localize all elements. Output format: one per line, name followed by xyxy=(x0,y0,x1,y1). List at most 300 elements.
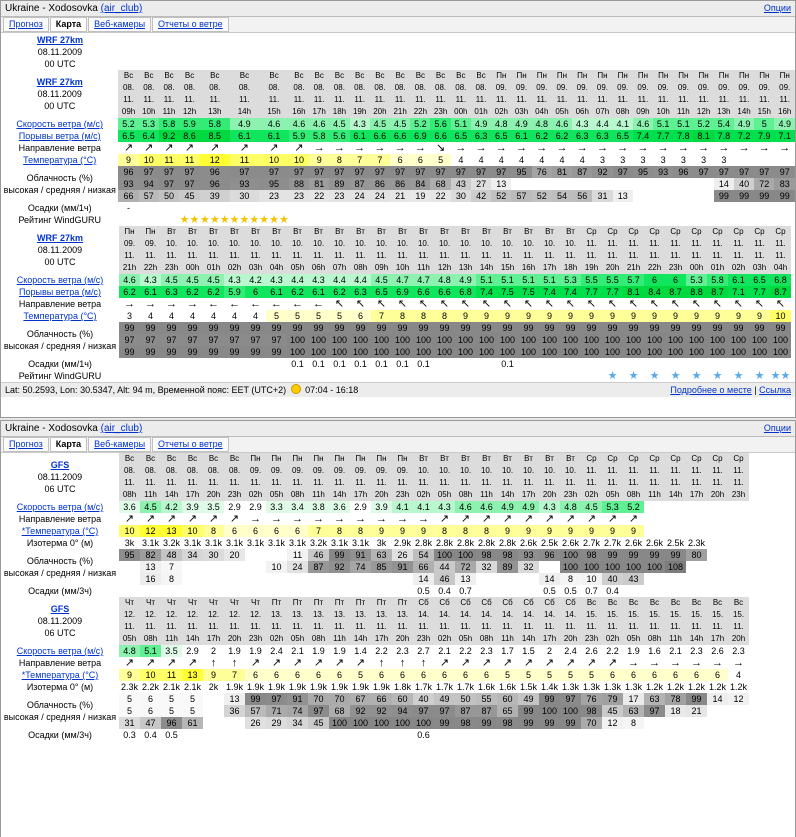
data-cell xyxy=(230,202,260,214)
wind-arrow-icon: ↗ xyxy=(586,657,597,669)
data-cell: 1.9 xyxy=(623,645,644,657)
data-cell: 99 xyxy=(644,549,665,561)
wind-dir-cell xyxy=(770,298,791,310)
data-cell: 81 xyxy=(552,166,572,178)
rating-cell xyxy=(140,370,161,382)
wind-dir-cell xyxy=(623,657,644,669)
data-cell: 5.9 xyxy=(224,286,245,298)
data-cell: 6 xyxy=(329,669,350,681)
wind-arrow-icon: ↖ xyxy=(691,298,702,310)
wind-arrow-icon: → xyxy=(334,513,345,525)
wind-dir-cell xyxy=(511,142,531,154)
data-cell: 11. xyxy=(686,238,707,250)
data-cell xyxy=(224,717,245,729)
wind-arrow-icon: → xyxy=(691,657,702,669)
data-cell: 108 xyxy=(665,561,686,573)
data-cell: Вт xyxy=(560,453,581,465)
data-cell: 1.7k xyxy=(456,682,474,692)
data-cell: 11. xyxy=(770,250,791,262)
data-cell: 99 xyxy=(161,322,182,334)
data-cell: Сб xyxy=(497,597,518,609)
data-cell: 71 xyxy=(266,705,287,717)
data-cell: Вс xyxy=(161,453,182,465)
data-cell: 08h xyxy=(119,489,140,501)
data-cell: 87 xyxy=(572,166,592,178)
data-cell: 10 xyxy=(182,525,203,537)
data-cell: 6 xyxy=(350,310,371,322)
data-cell: 10 xyxy=(140,669,161,681)
data-cell: 4 xyxy=(203,310,224,322)
tab-wind-reports-2[interactable]: Отчеты о ветре xyxy=(152,437,229,452)
rating-star-icon: ★ xyxy=(229,214,240,226)
data-cell xyxy=(392,573,413,585)
data-cell: 09. xyxy=(633,82,653,94)
data-cell: 10. xyxy=(518,238,539,250)
data-cell: 5.8 xyxy=(159,118,179,130)
data-cell: 10. xyxy=(350,238,371,250)
data-cell: Вт xyxy=(329,226,350,238)
rating-star-icon: ★ xyxy=(770,370,781,382)
data-cell: 10. xyxy=(476,465,497,477)
data-cell: 11. xyxy=(182,477,203,489)
data-cell: 100 xyxy=(455,346,476,358)
data-cell: 99 xyxy=(749,322,770,334)
data-cell: Ср xyxy=(581,453,602,465)
data-cell: 05h xyxy=(455,633,476,645)
data-cell: 10. xyxy=(497,238,518,250)
data-cell: 3.1k xyxy=(246,538,264,548)
data-cell: 5.8 xyxy=(200,118,230,130)
data-cell: 23h xyxy=(665,262,686,274)
data-cell: 99 xyxy=(245,346,266,358)
wind-arrow-icon: → xyxy=(354,142,366,154)
data-cell: 100 xyxy=(392,717,413,729)
data-cell: 85 xyxy=(371,561,392,573)
data-cell: 6.6 xyxy=(430,130,450,142)
more-info-link[interactable]: Подробнее о месте xyxy=(670,385,752,395)
model-link-0[interactable]: WRF 27km xyxy=(36,35,83,45)
wind-arrow-icon: ↖ xyxy=(649,298,660,310)
data-cell: 11. xyxy=(370,94,390,106)
data-cell: 7 xyxy=(224,669,245,681)
data-cell: 3.1k xyxy=(267,538,285,548)
data-cell: 5.2 xyxy=(118,118,138,130)
data-cell: 21 xyxy=(390,190,410,202)
data-cell xyxy=(392,729,413,741)
data-cell xyxy=(161,358,182,370)
model-link-2[interactable]: GFS xyxy=(50,460,70,470)
wind-dir-cell xyxy=(390,142,410,154)
data-cell: 99 xyxy=(119,322,140,334)
data-cell: 11. xyxy=(644,477,665,489)
data-cell: 11. xyxy=(266,477,287,489)
wind-arrow-icon: → xyxy=(576,142,588,154)
wind-arrow-icon: → xyxy=(418,513,429,525)
data-cell: 8.1 xyxy=(623,286,644,298)
rating-cell xyxy=(392,370,413,382)
data-cell: 11. xyxy=(644,238,665,250)
wind-arrow-icon: ↗ xyxy=(145,513,156,525)
model-date-0: 08.11.2009 xyxy=(37,47,83,57)
data-cell: 2.8k xyxy=(477,538,495,548)
data-cell xyxy=(370,202,390,214)
rating-cell xyxy=(230,214,260,226)
data-cell: 12 xyxy=(728,693,749,705)
data-cell: 7.7 xyxy=(653,130,673,142)
wind-arrow-icon: → xyxy=(712,657,723,669)
data-cell: 5.1 xyxy=(140,645,161,657)
data-cell: 17h xyxy=(539,262,560,274)
permalink-link[interactable]: Ссылка xyxy=(759,385,791,395)
wind-arrow-icon: ↗ xyxy=(586,513,597,525)
data-cell xyxy=(592,178,612,190)
data-cell: Сб xyxy=(539,597,560,609)
data-cell: 7 xyxy=(308,525,329,537)
data-cell: 10. xyxy=(329,238,350,250)
data-cell: 6.1 xyxy=(259,130,289,142)
data-cell: 76 xyxy=(581,693,602,705)
data-cell: Вс xyxy=(329,70,349,82)
data-cell xyxy=(644,358,665,370)
data-cell: 86 xyxy=(370,178,390,190)
data-cell: 11. xyxy=(581,250,602,262)
data-cell: 100 xyxy=(539,705,560,717)
data-cell: 99 xyxy=(623,322,644,334)
data-cell: 11. xyxy=(665,238,686,250)
data-cell: 96 xyxy=(118,166,138,178)
data-cell: 100 xyxy=(455,334,476,346)
data-cell: 99 xyxy=(287,322,308,334)
data-cell: 6.6 xyxy=(370,130,390,142)
data-cell: Вт xyxy=(245,226,266,238)
data-cell: 11h xyxy=(497,633,518,645)
tab-wind-reports[interactable]: Отчеты о ветре xyxy=(152,17,229,32)
data-cell xyxy=(644,717,665,729)
data-cell: 7.8 xyxy=(673,130,693,142)
data-cell xyxy=(707,358,728,370)
data-cell: 8 xyxy=(476,525,497,537)
data-cell: 97 xyxy=(430,166,450,178)
data-cell: 0.1 xyxy=(312,359,325,369)
data-cell: 08h xyxy=(140,633,161,645)
wind-dir-cell xyxy=(476,657,497,669)
data-cell: 20h xyxy=(224,633,245,645)
model-link-3[interactable]: GFS xyxy=(50,604,70,614)
data-cell: 99 xyxy=(455,322,476,334)
tab-map[interactable]: Карта xyxy=(50,17,87,32)
data-cell: 7.1 xyxy=(774,130,795,142)
data-cell: 10. xyxy=(455,238,476,250)
club-link-2[interactable]: (air_club) xyxy=(100,423,143,434)
wind-arrow-icon: ↗ xyxy=(355,657,366,669)
row-precip-0 xyxy=(1,202,795,214)
data-cell: Вс xyxy=(707,597,728,609)
data-cell: Вт xyxy=(350,226,371,238)
wind-arrow-icon: → xyxy=(145,298,156,310)
data-cell: 12. xyxy=(203,609,224,621)
wind-dir-cell xyxy=(329,298,350,310)
row-gust-0 xyxy=(1,130,795,142)
data-cell xyxy=(471,202,491,214)
rating-cell xyxy=(770,370,791,382)
model-link-0[interactable]: WRF 27km xyxy=(36,77,83,87)
row-cloud-high-3 xyxy=(1,693,749,705)
data-cell: 7 xyxy=(161,561,182,573)
data-cell: 14 xyxy=(539,573,560,585)
rating-cell xyxy=(390,214,410,226)
data-cell xyxy=(644,729,665,741)
data-cell: Ср xyxy=(686,453,707,465)
data-cell: 9 xyxy=(623,525,644,537)
data-cell: 17h xyxy=(518,489,539,501)
data-cell xyxy=(552,178,572,190)
data-cell: 02h xyxy=(224,262,245,274)
data-cell: 97 xyxy=(714,166,734,178)
forecast-window-bottom xyxy=(0,420,796,837)
data-cell: Вс xyxy=(203,453,224,465)
data-cell: Пн xyxy=(592,70,612,82)
label-isotherm: Изотерма 0° (м) xyxy=(1,681,119,693)
data-cell xyxy=(673,190,693,202)
data-cell: 99 xyxy=(224,322,245,334)
tab-forecast-2[interactable]: Прогноз xyxy=(3,437,49,452)
data-cell: 4.6 xyxy=(289,118,309,130)
data-cell xyxy=(686,729,707,741)
wind-arrow-icon: → xyxy=(677,142,689,154)
data-cell: 13h xyxy=(455,262,476,274)
wind-arrow-icon: → xyxy=(394,142,406,154)
data-cell: 11. xyxy=(308,477,329,489)
data-cell xyxy=(623,729,644,741)
data-cell: 1.3k xyxy=(603,682,621,692)
data-cell: 09. xyxy=(774,82,795,94)
wind-arrow-icon: → xyxy=(628,657,639,669)
data-cell: 100 xyxy=(623,346,644,358)
wind-dir-cell xyxy=(245,298,266,310)
data-cell: 6 xyxy=(644,669,665,681)
data-cell: 100 xyxy=(497,334,518,346)
data-cell: 100 xyxy=(560,549,581,561)
data-cell: 09. xyxy=(511,82,531,94)
wind-dir-cell xyxy=(633,142,653,154)
data-cell: 57 xyxy=(139,190,159,202)
wind-arrow-icon: → xyxy=(414,142,426,154)
data-cell xyxy=(728,717,749,729)
data-cell: 100 xyxy=(623,561,644,573)
data-cell: 08. xyxy=(410,82,430,94)
data-cell: 11. xyxy=(434,621,455,633)
data-cell: 4.5 xyxy=(203,274,224,286)
data-cell xyxy=(728,501,749,513)
data-cell: 11. xyxy=(581,621,602,633)
data-cell: 2.7k xyxy=(582,538,600,548)
data-cell: 5.1 xyxy=(476,274,497,286)
data-cell: 5 xyxy=(581,669,602,681)
tab-webcams[interactable]: Веб-камеры xyxy=(88,17,151,32)
data-cell: 07h xyxy=(329,262,350,274)
data-cell: Ср xyxy=(623,226,644,238)
data-cell: 10 xyxy=(770,310,791,322)
wind-dir-cell xyxy=(329,142,349,154)
rating-cell xyxy=(224,370,245,382)
data-cell: 9 xyxy=(118,154,138,166)
model-date-0: 08.11.2009 xyxy=(37,89,82,99)
data-cell: 1.2k xyxy=(708,682,726,692)
data-cell: 4.9 xyxy=(455,274,476,286)
data-cell: 11. xyxy=(203,621,224,633)
data-cell: 46 xyxy=(308,549,329,561)
data-cell xyxy=(728,525,749,537)
data-cell: 15. xyxy=(686,609,707,621)
data-cell: Пн xyxy=(714,70,734,82)
data-cell: Вс xyxy=(686,597,707,609)
data-cell: 68 xyxy=(430,178,450,190)
data-cell: 97 xyxy=(179,178,200,190)
tab-forecast[interactable]: Прогноз xyxy=(3,17,49,32)
data-cell: 99 xyxy=(476,717,497,729)
data-cell: 100 xyxy=(602,334,623,346)
label-wind-dir: Направление ветра xyxy=(1,142,118,154)
data-cell: 100 xyxy=(644,561,665,573)
data-cell: 8.7 xyxy=(770,286,791,298)
wind-dir-cell xyxy=(392,298,413,310)
wind-dir-cell xyxy=(518,298,539,310)
data-cell: 11. xyxy=(665,621,686,633)
data-cell: 74 xyxy=(287,705,308,717)
data-cell: 87 xyxy=(308,561,329,573)
data-cell: 5.3 xyxy=(560,274,581,286)
label-cloud: Облачность (%) высокая / средняя / низкая xyxy=(1,166,118,202)
data-cell xyxy=(693,190,713,202)
data-cell: 6 xyxy=(371,669,392,681)
data-cell: 11h xyxy=(140,489,161,501)
data-cell: 1.9k xyxy=(288,682,306,692)
data-cell: 99 xyxy=(140,322,161,334)
data-cell: 95 xyxy=(119,549,140,561)
data-cell: 6.2 xyxy=(532,130,552,142)
data-cell xyxy=(686,561,707,573)
options-link[interactable]: Опции xyxy=(763,3,791,13)
data-cell: 10. xyxy=(476,238,497,250)
model-link-1[interactable]: WRF 27km xyxy=(36,233,83,243)
data-cell: 5.1 xyxy=(518,274,539,286)
data-cell xyxy=(686,525,707,537)
wind-dir-cell xyxy=(728,298,749,310)
data-cell: Вт xyxy=(476,226,497,238)
data-cell: 63 xyxy=(623,705,644,717)
data-cell: 6.5 xyxy=(613,130,633,142)
club-link[interactable]: (air_club) xyxy=(100,3,143,14)
data-cell: 34 xyxy=(182,549,203,561)
wind-arrow-icon: → xyxy=(649,657,660,669)
data-cell: Ср xyxy=(581,226,602,238)
tab-webcams-2[interactable]: Веб-камеры xyxy=(88,437,151,452)
tab-map-2[interactable]: Карта xyxy=(50,437,87,452)
data-cell: 15h xyxy=(497,262,518,274)
wind-dir-cell xyxy=(430,142,450,154)
footer-links: Подробнее о месте | Ссылка xyxy=(670,385,791,395)
data-cell: 09. xyxy=(245,465,266,477)
data-cell: 63 xyxy=(644,693,665,705)
data-cell: 2.6 xyxy=(707,645,728,657)
data-cell: Чт xyxy=(182,597,203,609)
label-wind-speed: Скорость ветра (м/с) xyxy=(1,274,119,286)
rating-cell xyxy=(119,370,140,382)
wind-dir-cell xyxy=(686,657,707,669)
block-0-wrap xyxy=(1,33,795,226)
data-cell: 5 xyxy=(539,669,560,681)
data-cell xyxy=(203,358,224,370)
data-cell xyxy=(754,154,774,166)
data-cell: 6.1 xyxy=(350,130,370,142)
rating-cell xyxy=(329,370,350,382)
data-cell: 11. xyxy=(633,94,653,106)
data-cell: 18h xyxy=(329,106,349,118)
wind-dir-cell xyxy=(410,142,430,154)
data-cell: 11h xyxy=(665,633,686,645)
model-cell-0 xyxy=(1,34,119,70)
data-cell: 100 xyxy=(560,334,581,346)
data-cell xyxy=(245,561,266,573)
wind-dir-cell xyxy=(602,657,623,669)
data-cell: 11 xyxy=(179,154,200,166)
data-cell: 2.3k xyxy=(120,682,138,692)
data-cell: 2.6k xyxy=(519,538,537,548)
data-cell: 100 xyxy=(392,334,413,346)
data-cell: 6.8 xyxy=(455,286,476,298)
data-cell: 02h xyxy=(266,633,287,645)
rating-cell xyxy=(259,214,289,226)
wind-dir-cell xyxy=(581,513,602,525)
data-cell: 17h xyxy=(350,489,371,501)
data-cell: 100 xyxy=(329,717,350,729)
data-cell: 97 xyxy=(266,334,287,346)
wind-dir-cell xyxy=(230,142,260,154)
data-cell: 11. xyxy=(552,94,572,106)
data-cell xyxy=(245,573,266,585)
data-cell: 23h xyxy=(161,262,182,274)
data-cell: 13 xyxy=(613,190,633,202)
data-cell: 97 xyxy=(329,166,349,178)
data-cell: 12. xyxy=(224,609,245,621)
data-cell: 57 xyxy=(511,190,531,202)
data-cell: 08. xyxy=(430,82,450,94)
data-cell xyxy=(532,202,552,214)
data-cell xyxy=(371,585,392,597)
rating-cell xyxy=(266,370,287,382)
data-cell: 10 xyxy=(289,154,309,166)
forecast-table-1 xyxy=(1,226,791,382)
data-cell: 6.4 xyxy=(139,130,159,142)
data-cell xyxy=(707,525,728,537)
data-cell: 44 xyxy=(434,561,455,573)
wind-dir-cell xyxy=(266,513,287,525)
data-cell: 8.8 xyxy=(686,286,707,298)
data-cell: 08. xyxy=(140,465,161,477)
wind-arrow-icon: ↗ xyxy=(439,657,450,669)
wind-dir-cell xyxy=(413,657,434,669)
options-link-2[interactable]: Опции xyxy=(763,423,791,433)
label-wind-gust: Порывы ветра (м/с) xyxy=(1,286,119,298)
data-cell: Сб xyxy=(518,597,539,609)
data-cell xyxy=(644,585,665,597)
data-cell: 14h xyxy=(329,489,350,501)
data-cell: 10. xyxy=(224,238,245,250)
data-cell: 1.9 xyxy=(308,645,329,657)
data-cell: 3.1k xyxy=(204,538,222,548)
data-cell: 20h xyxy=(602,262,623,274)
data-cell: Ср xyxy=(665,226,686,238)
